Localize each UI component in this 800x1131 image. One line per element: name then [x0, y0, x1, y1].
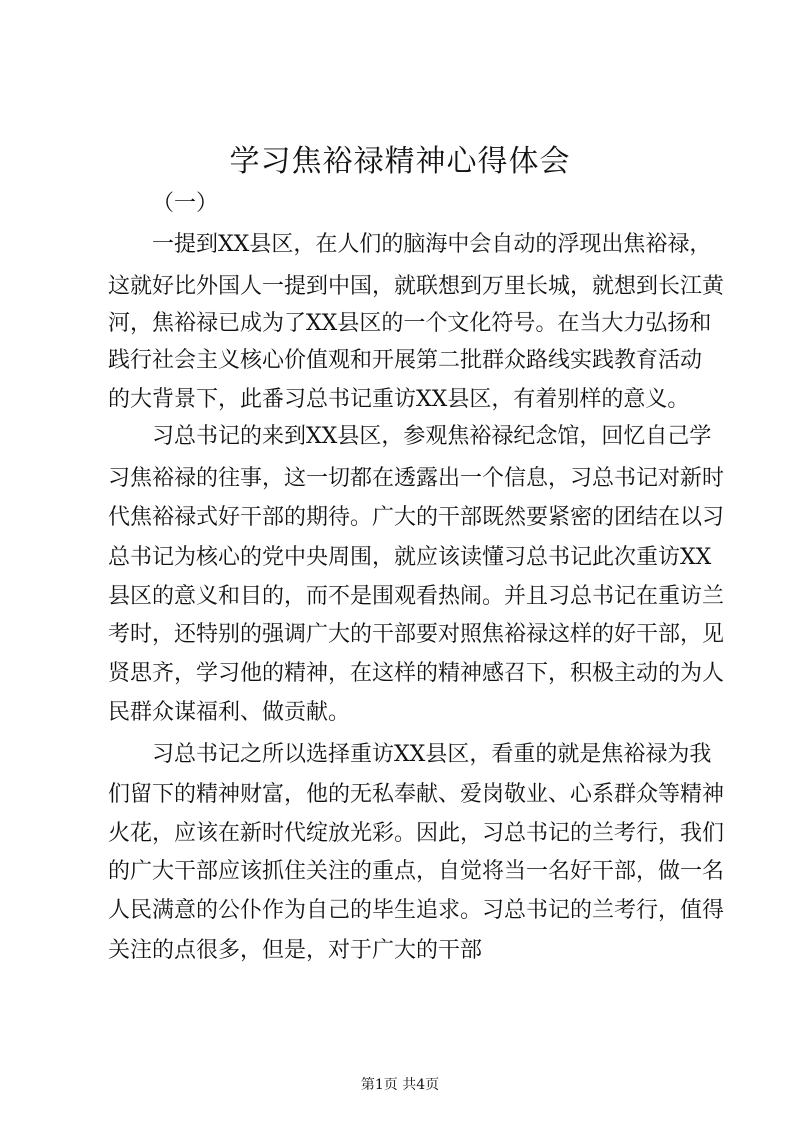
- text-line: 一提到XX县区，在人们的脑海中会自动的浮现出焦裕禄，: [152, 232, 712, 257]
- text-line: 的广大干部应该抓住关注的重点，自觉将当一名好干部，做一名: [108, 859, 725, 884]
- page-title: 学习焦裕禄精神心得体会: [229, 144, 571, 179]
- text-line: 考时，还特别的强调广大的干部要对照焦裕禄这样的好干部，见: [108, 622, 725, 647]
- text-line: 的大背景下，此番习总书记重访XX县区，有着别样的意义。: [108, 387, 690, 412]
- page-number: 第1页 共4页: [360, 1077, 440, 1093]
- text-line: 贤思齐，学习他的精神，在这样的精神感召下，积极主动的为人: [108, 661, 725, 686]
- text-line: 人民满意的公仆作为自己的毕生追求。习总书记的兰考行，值得: [108, 898, 725, 923]
- text-line: 河，焦裕禄已成为了XX县区的一个文化符号。在当大力弘扬和: [108, 311, 712, 336]
- text-line: 代焦裕禄式好干部的期待。广大的干部既然要紧密的团结在以习: [108, 505, 725, 530]
- text-line: 火花，应该在新时代绽放光彩。因此，习总书记的兰考行，我们: [108, 821, 725, 846]
- section-label: （一）: [152, 191, 219, 216]
- text-line: 这就好比外国人一提到中国，就联想到万里长城，就想到长江黄: [108, 274, 725, 299]
- text-line: 总书记为核心的党中央周围，就应该读懂习总书记此次重访XX: [108, 545, 712, 570]
- text-line: 习总书记之所以选择重访XX县区，看重的就是焦裕禄为我: [152, 742, 712, 767]
- text-line: 关注的点很多，但是，对于广大的干部: [108, 938, 483, 963]
- text-line: 践行社会主义核心价值观和开展第二批群众路线实践教育活动: [108, 348, 703, 373]
- text-line: 习焦裕禄的往事，这一切都在透露出一个信息，习总书记对新时: [108, 466, 725, 491]
- text-line: 县区的意义和目的，而不是围观看热闹。并且习总书记在重访兰: [108, 584, 725, 609]
- text-line: 民群众谋福利、做贡献。: [108, 700, 351, 725]
- text-line: 们留下的精神财富，他的无私奉献、爱岗敬业、心系群众等精神: [108, 782, 725, 807]
- text-line: 习总书记的来到XX县区，参观焦裕禄纪念馆，回忆自己学: [152, 424, 712, 449]
